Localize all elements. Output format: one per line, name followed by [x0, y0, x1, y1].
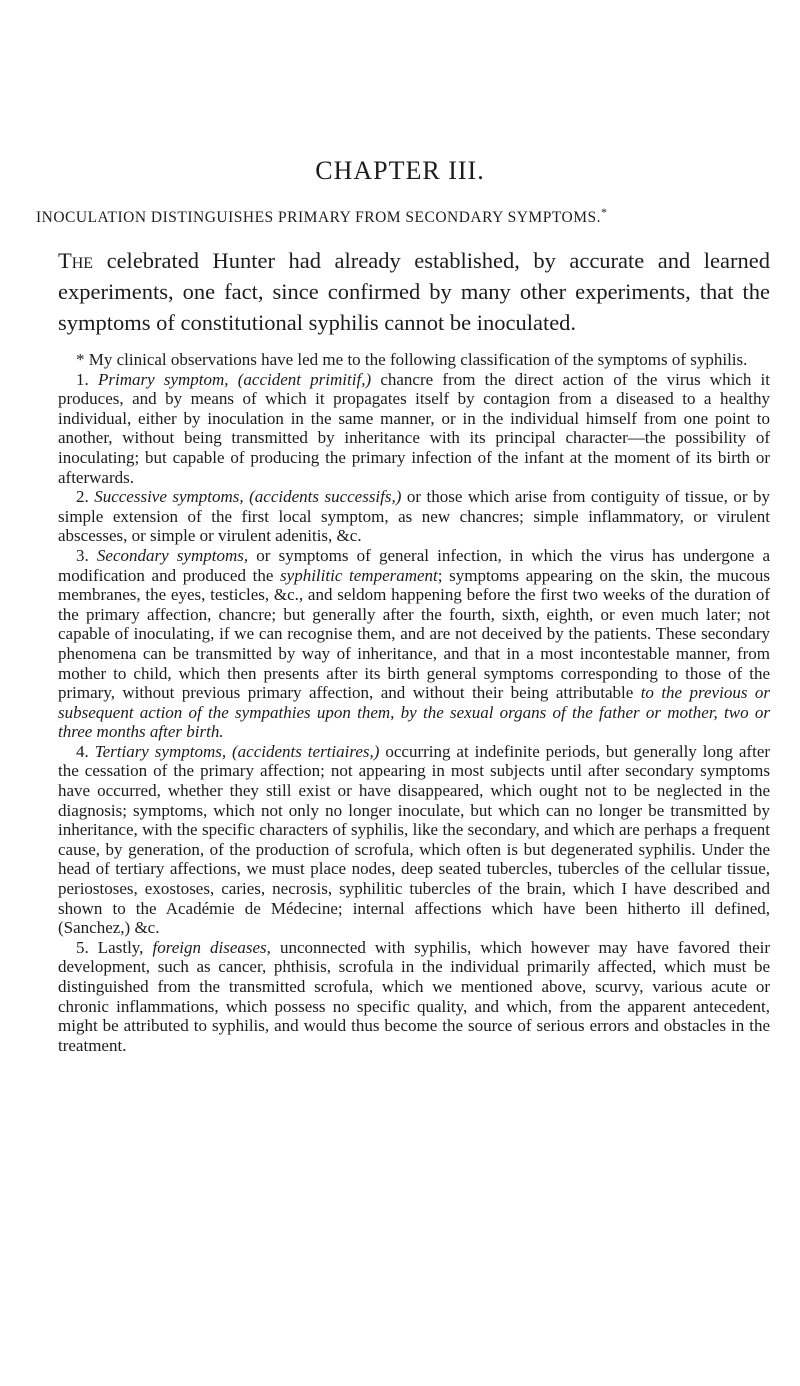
footnote-item-4	[58, 742, 770, 938]
footnote-item-2	[58, 487, 770, 546]
item-text: ; symptoms appearing on the skin, the mucous membranes, the eyes, testicles, &c., and seldom happening before the first two weeks of the duration of the primary affection, chancre; but generally after the fourth, sixth, eighth, or even much later; not capable of inoculating, if we can recognise them, and are not deceived by the patients. These secondary phenomena can be transmitted by way of inheritance, and that in a most incontestable manner, from mother to child, which then presents after its birth general symptoms corresponding to those of the primary, without previous primary affection, and without their being attributable	[58, 565, 771, 703]
item-number: 3.	[76, 545, 89, 565]
item-emphasis: syphilitic temperament	[280, 565, 438, 585]
item-number: 2.	[76, 487, 89, 507]
subtitle-text: INOCULATION DISTINGUISHES PRIMARY FROM SECONDARY SYMPTOMS.	[36, 209, 601, 227]
item-term: Tertiary symptoms, (accidents tertiaires,)	[94, 741, 380, 761]
item-text: chancre from the direct action of the virus which it produces, and by means of which it propagates itself by contagion from a diseased to a healthy individual, either by inoculation in the same manner, or in the individual himself from one point to another, without being transmitted by inheritance with its principal character—the possibility of inoculating; but capable of producing the primary infection of the infant at the moment of its birth or afterwards.	[58, 369, 770, 487]
item-text: occurring at indefinite periods, but generally long after the cessation of the primary affection; not appearing in most subjects until after secondary symptoms have occurred, whether they still exist or have disappeared, which ought not to be neglected in the diagnosis; symptoms, which not only no longer inoculate, but which can no longer be transmitted by inheritance, with the specific characters of syphilis, like the secondary, and which are perhaps a frequent cause, by generation, of the production of scrofula, which often is but degenerated syphilis. Under the head of tertiary affections, we must place nodes, deep seated tubercles, tubercles of the cellular tissue, periostoses, exostoses, caries, necrosis, syphilitic tubercles of the brain, which I have described and shown to the Académie de Médecine; internal affections which have been hitherto ill defined, (Sanchez,) &c.	[58, 741, 771, 938]
lead-paragraph	[58, 245, 770, 338]
chapter-title: CHAPTER III.	[315, 156, 485, 185]
lead-first-word: The	[58, 248, 94, 273]
item-text: or those which arise from contiguity of tissue, or by simple extension of the first local symptom, as new chancres; simple inflammatory, or virulent abscesses, or simple or virulent adenitis, &c.	[58, 487, 770, 546]
item-number: 4.	[76, 741, 89, 761]
item-term: Successive symptoms, (accidents successifs,)	[94, 487, 402, 507]
footnote-item-3	[58, 546, 770, 742]
item-emphasis: to the previous or subsequent action of the sympathies upon them, by the sexual organs of the father or mother, two or three months after birth.	[58, 683, 770, 742]
item-lead: Lastly,	[97, 937, 153, 957]
item-text: unconnected with syphilis, which however may have favored their development, such as cancer, phthisis, scrofula in the individual primarily affected, which must be distinguished from the transmitted scrofula, which we mentioned above, scurvy, various acute or chronic inflammations, which possess no specific quality, and which, from the apparent antecedent, might be attributed to syphilis, and would thus become the source of serious errors and obstacles in the treatment.	[58, 937, 771, 1055]
item-term: foreign diseases,	[152, 937, 271, 957]
footnote-intro: * My clinical observations have led me to the following classification of the symptoms of syphilis.	[76, 350, 748, 369]
item-number: 1.	[76, 369, 89, 389]
lead-text: celebrated Hunter had already established, by accurate and learned experiments, one fact, since confirmed by many other experiments, that the symptoms of constitutional syphilis cannot be inoculated.	[58, 248, 770, 335]
footnote-item-5	[58, 938, 770, 1056]
footnote-item-1	[58, 370, 770, 488]
item-term: Primary symptom, (accident primitif,)	[97, 369, 372, 389]
footnote-marker: *	[600, 205, 608, 219]
item-text: or symptoms of general infection, in which the virus has undergone a modification and produced the	[58, 545, 771, 585]
item-number: 5.	[76, 937, 89, 957]
chapter-subtitle	[36, 205, 776, 227]
item-term: Secondary symptoms,	[96, 545, 249, 565]
footnote	[58, 350, 770, 1055]
